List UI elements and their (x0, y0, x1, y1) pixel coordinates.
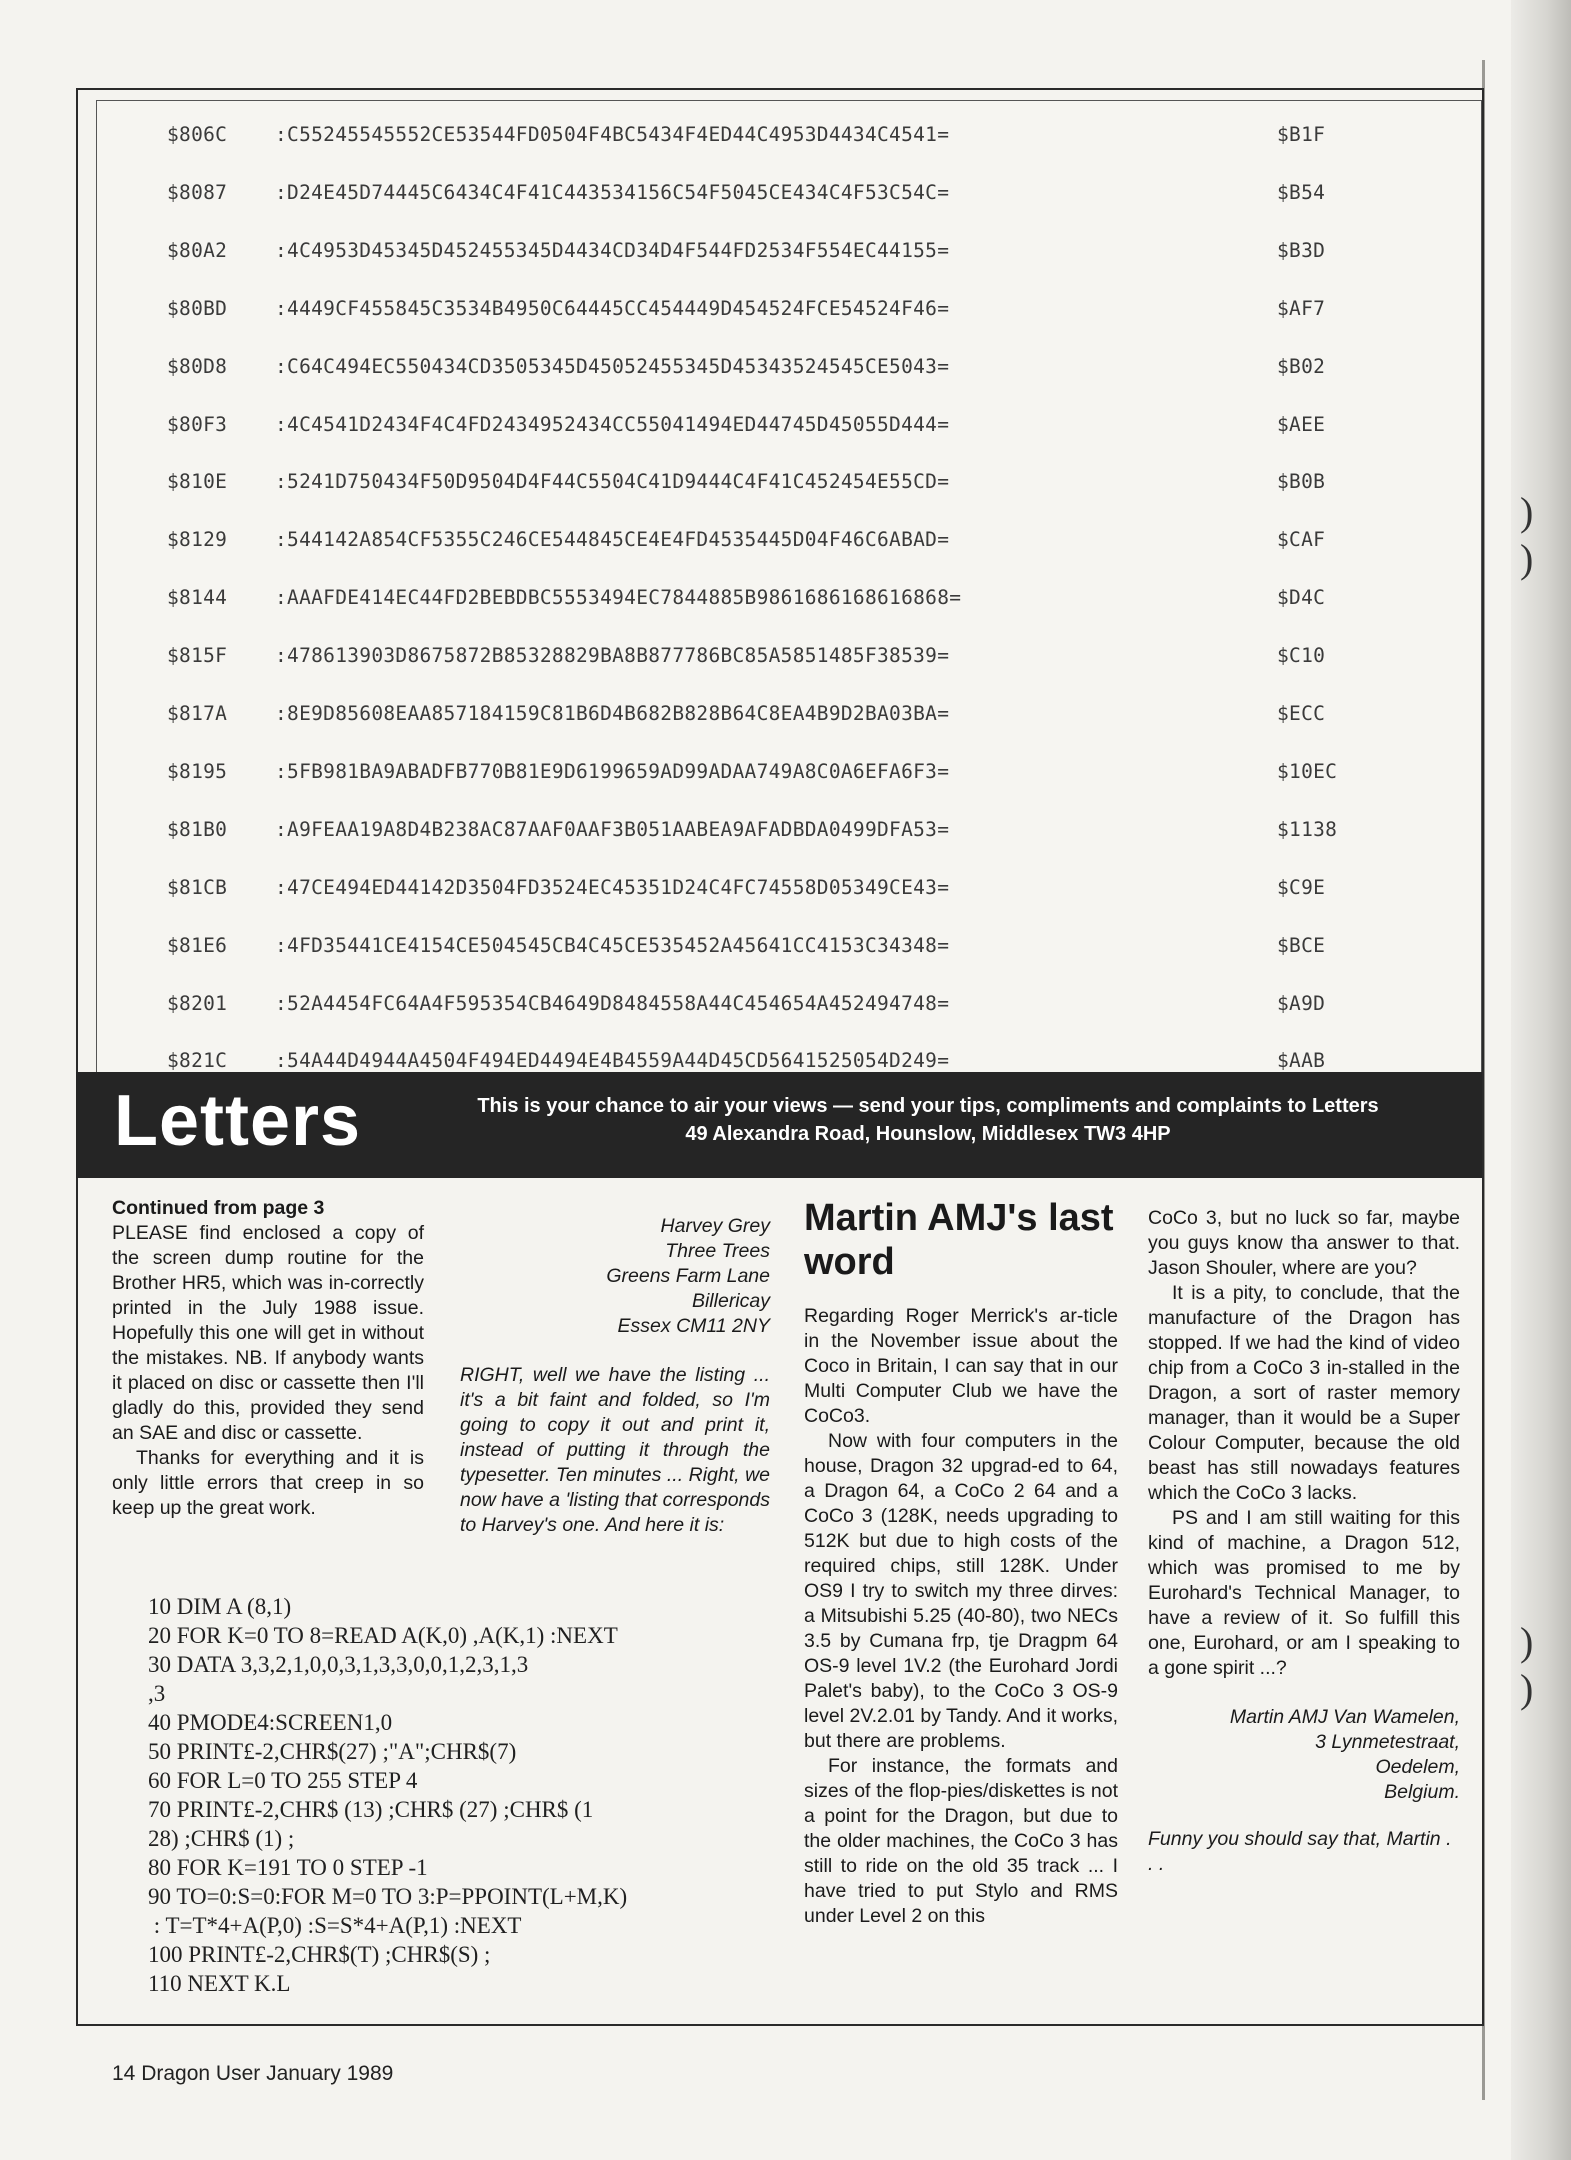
listing-row (97, 912, 1481, 970)
listing-bytes: :478613903D8675872B85328829BA8B877786BC85A5851485F38539= (275, 644, 950, 668)
listing-bytes: :5241D750434F50D9504D4F44C5504C41D9444C4F41C452454E55CD= (275, 470, 950, 494)
listing-bytes: :52A4454FC64A4F595354CB4649D8484558A44C454654A452494748= (275, 991, 950, 1015)
listing-bytes: :AAAFDE414EC44FD2BEBDBC5553494EC7844885B9861686168616868= (275, 586, 962, 610)
basic-code-listing: 10 DIM A (8,1) 20 FOR K=0 TO 8=READ A(K,0) ,A(K,1) :NEXT 30 DATA 3,3,2,1,0,0,3,1,3,3,0,0,1,2,3,1,3 ,3 40 PMODE4:SCREEN1,0 50 PRINT£-2,CHR$(27) ;"A";CHR$(7) 60 FOR L=0 TO 255 STEP 4 70 PRINT£-2,CHR$ (13) ;CHR$ (27) ;CHR$ (1 28) ;CHR$ (1) ; 80 FOR K=191 TO 0 STEP -1 90 TO=0:S=0:FOR M=0 TO 3:P=PPOINT(L+M,K) : T=T*4+A(P,0) :S=S*4+A(P,1) :NEXT 100 PRINT£-2,CHR$(T) ;CHR$(S) ; 110 NEXT K.L (148, 1594, 628, 1996)
listing-address: $815F (167, 644, 228, 668)
section-title: Letters (114, 1081, 362, 1161)
listing-row (97, 622, 1481, 680)
listing-address: $80F3 (167, 412, 228, 436)
listing-address: $81CB (167, 875, 228, 899)
sig-line: Oedelem, (1375, 1756, 1460, 1778)
sig-line: Billericay (691, 1290, 770, 1312)
letter1-paragraph: Thanks for everything and it is only little errors that creep in so keep up the great work. (112, 1447, 424, 1519)
editor-reply: RIGHT, well we have the listing ... it's a bit faint and folded, so I'm going to copy it out and print it, instead of putting it through the typesetter. Ten minutes ... Right, we now have a 'listing that corresponds to Harvey's one. And here it is: (460, 1364, 770, 1536)
listing-row (97, 275, 1481, 333)
letter2-paragraph: It is a pity, to conclude, that the manufacture of the Dragon has stopped. If we had the kind of video chip from a CoCo 3 in-stalled in the Dragon, a sort of raster memory manager, than it would be a Super Colour Computer, because the old beast has still nowadays features which the CoCo 3 lacks. (1148, 1282, 1460, 1504)
listing-address: $8195 (167, 759, 228, 783)
listing-bytes: :4449CF455845C3534B4950C64445CC454449D454524FCE54524F46= (275, 296, 950, 320)
sig-line: Belgium. (1384, 1781, 1460, 1803)
listing-row (97, 391, 1481, 449)
listing-row (97, 448, 1481, 506)
listing-checksum: $C10 (1277, 644, 1326, 668)
letter2-paragraph: Regarding Roger Merrick's ar-ticle in the November issue about the Coco in Britain, I can say that in our Multi Computer Club we have the CoCo3. (804, 1305, 1118, 1427)
listing-checksum: $C9E (1277, 875, 1326, 899)
listing-checksum: $D4C (1277, 586, 1326, 610)
listing-address: $81B0 (167, 817, 228, 841)
sig-name: Harvey Grey (660, 1215, 770, 1237)
listing-checksum: $B3D (1277, 238, 1326, 262)
editor-reply: Funny you should say that, Martin . . . (1148, 1828, 1452, 1875)
listing-bytes: :A9FEAA19A8D4B238AC87AAF0AAF3B051AABEA9AFADBDA0499DFA53= (275, 817, 950, 841)
listing-checksum: $B0B (1277, 470, 1326, 494)
listing-row (97, 333, 1481, 391)
letter1-paragraph: PLEASE find enclosed a copy of the screen dump routine for the Brother HR5, which was in-correctly printed in the July 1988 issue. Hopefully this one will get in without the mistakes. NB. If anybody wants it placed on disc or cassette then I'll gladly do this, provided they send an SAE and disc or cassette. (112, 1222, 424, 1444)
listing-bytes: :4C4541D2434F4C4FD2434952434CC55041494ED44745D45055D444= (275, 412, 950, 436)
listing-row (97, 680, 1481, 738)
listing-bytes: :C55245545552CE53544FD0504F4BC5434F4ED44C4953D4434C4541= (275, 123, 950, 146)
listing-bytes: :54A44D4944A4504F494ED4494E4B4559A44D45CD5641525054D249= (275, 1049, 950, 1073)
listing-bytes: :4C4953D45345D452455345D4434CD34D4F544FD2534F554EC44155= (275, 238, 950, 262)
listing-address: $80D8 (167, 354, 228, 378)
listing-bytes: :47CE494ED44142D3504FD3524EC45351D24C4FC74558D05349CE43= (275, 875, 950, 899)
listing-address: $817A (167, 702, 228, 725)
listing-address: $806C (167, 123, 228, 146)
listing-checksum: $CAF (1277, 528, 1326, 552)
listing-checksum: $AAB (1277, 1049, 1326, 1073)
listing-bytes: :8E9D85608EAA857184159C81B6D4B682B828B64C8EA4B9D2BA03BA= (275, 702, 950, 725)
listing-address: $8201 (167, 991, 228, 1015)
listing-checksum: $BCE (1277, 933, 1326, 957)
listing-row (97, 159, 1481, 217)
letter2-paragraph: CoCo 3, but no luck so far, maybe you guys know tha answer to that. Jason Shouler, where are you? (1148, 1207, 1460, 1279)
listing-address: $810E (167, 470, 228, 494)
letter2-paragraph: PS and I am still waiting for this kind of machine, a Dragon 512, which was promised to me by Eurohard's Technical Manager, to have a review of it. So fulfill this one, Eurohard, or am I speaking to a gone spirit ...? (1148, 1507, 1460, 1679)
letter2-paragraph: For instance, the formats and sizes of the flop-pies/diskettes is not a point for the Dragon, but due to the older machines, the CoCo 3 has still to ride on the old 35 track ... I have tried to put Stylo and RMS under Level 2 on this (804, 1755, 1118, 1927)
listing-row (97, 217, 1481, 275)
listing-checksum: $B02 (1277, 354, 1326, 378)
listing-checksum: $ECC (1277, 702, 1326, 725)
listing-row (97, 738, 1481, 796)
scan-mark: ) ) (1520, 1619, 1534, 1711)
listing-bytes: :D24E45D74445C6434C4F41C443534156C54F5045CE434C4F53C54C= (275, 180, 950, 204)
listing-checksum: $B54 (1277, 180, 1326, 204)
listing-checksum: $A9D (1277, 991, 1326, 1015)
letters-banner (76, 1072, 1482, 1178)
listing-bytes: :4FD35441CE4154CE504545CB4C45CE535452A45641CC4153C34348= (275, 933, 950, 957)
banner-subtitle (398, 1092, 1458, 1148)
listing-checksum: $AEE (1277, 412, 1326, 436)
banner-line-2: 49 Alexandra Road, Hounslow, Middlesex TW3 4HP (685, 1123, 1171, 1145)
listing-address: $821C (167, 1049, 228, 1073)
listing-checksum: $1138 (1277, 817, 1338, 841)
listing-row (97, 970, 1481, 1028)
continued-note: Continued from page 3 (112, 1197, 325, 1219)
letter1-signature (460, 1214, 770, 1339)
letter2-column-1 (804, 1196, 1118, 1929)
sig-line: Essex CM11 2NY (617, 1315, 770, 1337)
listing-row (97, 854, 1481, 912)
listing-address: $8087 (167, 180, 228, 204)
letter1-column-1 (112, 1196, 424, 1521)
letter1-column-2 (460, 1214, 770, 1538)
page-edge-shadow (1511, 0, 1571, 2160)
letter2-column-2 (1148, 1206, 1460, 1877)
sig-line: Greens Farm Lane (606, 1265, 770, 1287)
hex-listing (96, 100, 1482, 1074)
sig-line: 3 Lynmetestraat, (1315, 1731, 1460, 1753)
listing-bytes: :5FB981BA9ABADFB770B81E9D6199659AD99ADAA749A8C0A6EFA6F3= (275, 759, 950, 783)
page-folio: 14 Dragon User January 1989 (112, 2062, 394, 2085)
letter2-signature (1148, 1705, 1460, 1805)
listing-address: $8129 (167, 528, 228, 552)
listing-address: $80A2 (167, 238, 228, 262)
letter2-headline: Martin AMJ's last word (804, 1197, 1114, 1283)
listing-checksum: $B1F (1277, 123, 1326, 146)
scan-mark: ) ) (1520, 489, 1534, 581)
listing-address: $8144 (167, 586, 228, 610)
listing-row (97, 796, 1481, 854)
listing-checksum: $AF7 (1277, 296, 1326, 320)
sig-name: Martin AMJ Van Wamelen, (1229, 1706, 1460, 1728)
listing-row (97, 564, 1481, 622)
listing-row (97, 101, 1481, 159)
banner-line-1: This is your chance to air your views — send your tips, compliments and complaints to Letters (477, 1095, 1379, 1117)
listing-address: $81E6 (167, 933, 228, 957)
listing-bytes: :C64C494EC550434CD3505345D45052455345D45343524545CE5043= (275, 354, 950, 378)
listing-address: $80BD (167, 296, 228, 320)
listing-row (97, 506, 1481, 564)
listing-checksum: $10EC (1277, 759, 1338, 783)
listing-bytes: :544142A854CF5355C246CE544845CE4E4FD4535445D04F46C6ABAD= (275, 528, 950, 552)
letter2-paragraph: Now with four computers in the house, Dragon 32 upgrad-ed to 64, a Dragon 64, a CoCo 2 64 and a CoCo 3 (128K, needs upgrading to 512K but due to high costs of the required chips, still 128K. Under OS9 I try to switch my three dirves: a Mitsubishi 5.25 (40-80), two NECs 3.5 by Cumana frp, tje Dragpm 64 OS-9 level 1V.2 (the Eurohard Jordi Palet's baby), to the CoCo 3 OS-9 level 2V.2.01 by Tandy. And it works, but there are problems. (804, 1430, 1118, 1752)
sig-line: Three Trees (665, 1240, 770, 1262)
